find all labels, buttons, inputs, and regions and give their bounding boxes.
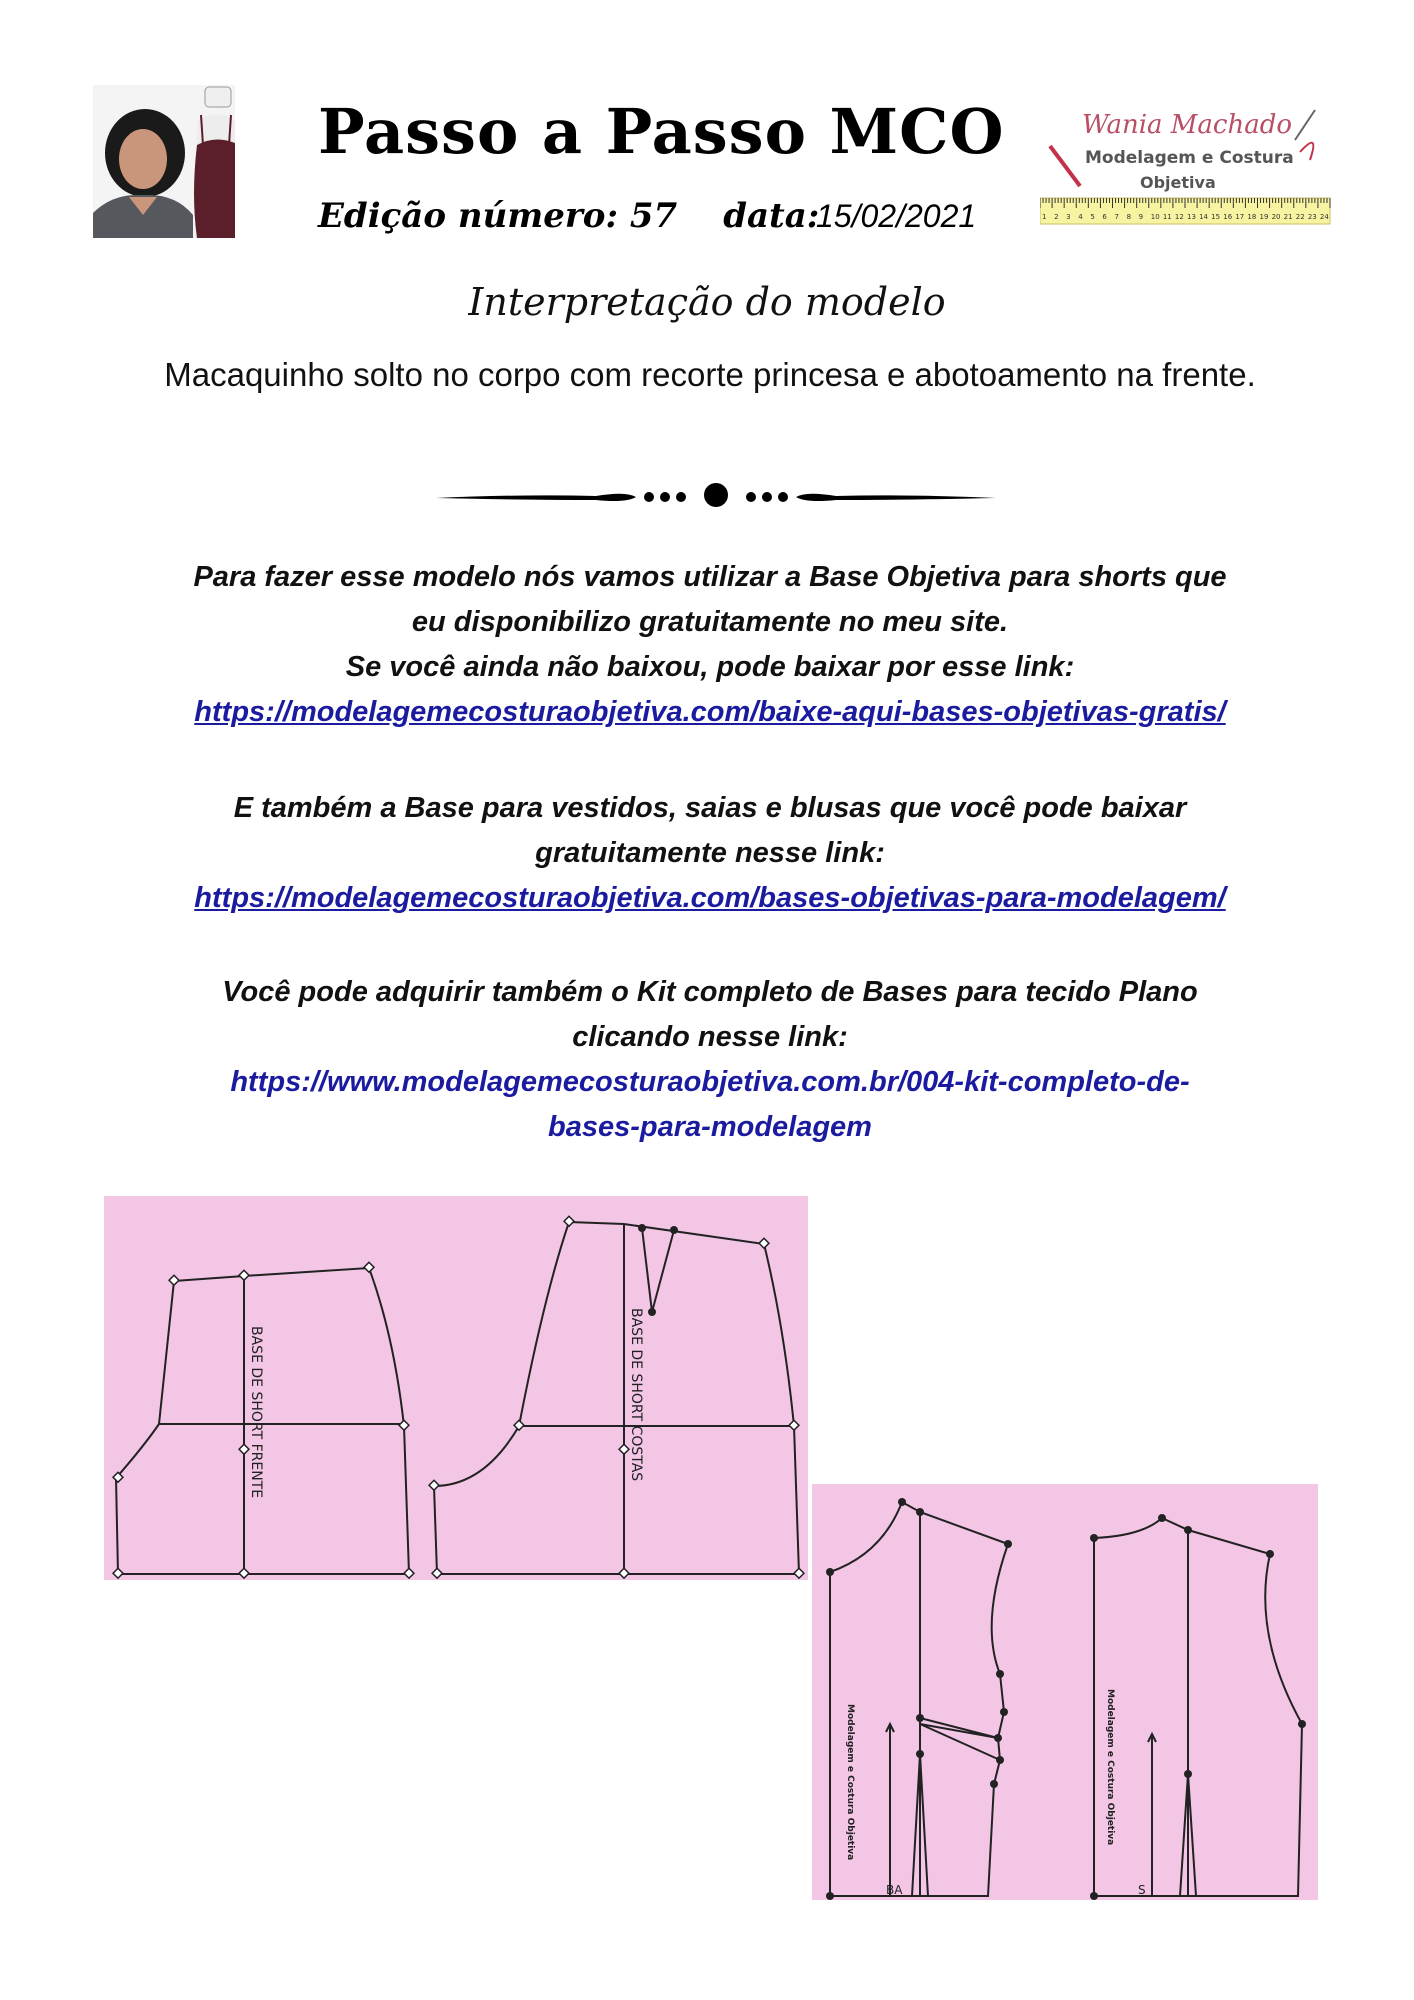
back-piece-label: BASE DE SHORT COSTAS [628, 1308, 644, 1482]
ruler-number: 18 [1247, 213, 1257, 221]
ruler-number: 5 [1090, 213, 1095, 221]
ruler-number: 2 [1054, 213, 1059, 221]
logo-line2: Objetiva [1140, 173, 1216, 192]
kit-info [90, 970, 1330, 1150]
dress-base-info [90, 786, 1330, 921]
ruler-number: 10 [1150, 213, 1160, 221]
bodice-pattern-image [812, 1484, 1318, 1900]
logo-name: Wania Machado [1082, 110, 1293, 140]
header-photo [93, 85, 235, 238]
block1-line2: eu disponibilizo gratuitamente no meu site. [411, 606, 1009, 638]
bodice-right-bottom: S [1138, 1883, 1146, 1897]
ruler-number: 20 [1271, 213, 1281, 221]
page-title: Passo a Passo MCO [318, 95, 1005, 168]
ruler-number: 23 [1307, 213, 1317, 221]
date-value: 15/02/2021 [816, 198, 977, 234]
ruler-number: 7 [1114, 213, 1119, 221]
ruler-number: 6 [1102, 213, 1107, 221]
ruler-number: 1 [1042, 213, 1047, 221]
author-and-mannequin-image [93, 85, 235, 238]
ruler-number: 4 [1078, 213, 1083, 221]
block1-line3: Se você ainda não baixou, pode baixar por esse link: [345, 651, 1075, 683]
shorts-pattern-image [104, 1196, 808, 1580]
date-label: data: [723, 196, 820, 236]
ruler-number: 12 [1174, 213, 1184, 221]
bodice-left-bottom: BA [886, 1883, 903, 1897]
ruler-number: 13 [1187, 213, 1196, 221]
edition-line [318, 196, 819, 236]
ruler-number: 17 [1235, 213, 1245, 221]
shorts-base-info [90, 555, 1330, 735]
ruler-number: 16 [1223, 213, 1233, 221]
kit-link-line2[interactable]: bases-para-modelagem [548, 1111, 872, 1143]
ruler-number: 14 [1199, 213, 1209, 221]
back-bodice-outline [1094, 1518, 1302, 1896]
kit-link-line1[interactable]: https://www.modelagemecosturaobjetiva.com.br/004-kit-completo-de- [230, 1066, 1190, 1098]
ruler-number: 9 [1138, 213, 1144, 221]
kit-link[interactable] [90, 1060, 1330, 1150]
block3-line1: Você pode adquirir também o Kit completo de Bases para tecido Plano [222, 976, 1198, 1008]
section-subtitle: Interpretação do modelo [468, 280, 946, 324]
block2-line1: E também a Base para vestidos, saias e blusas que você pode baixar [233, 792, 1187, 824]
ruler-number: 8 [1126, 213, 1132, 221]
back-piece-outline [434, 1222, 799, 1574]
block1-line1: Para fazer esse modelo nós vamos utilizar a Base Objetiva para shorts que [193, 561, 1227, 593]
ruler-number: 3 [1066, 213, 1071, 221]
logo-line1: Modelagem e Costura [1085, 148, 1294, 168]
bodice-left-label: Modelagem e Costura Objetiva [845, 1704, 855, 1861]
front-piece-label: BASE DE SHORT FRENTE [248, 1326, 264, 1499]
edition-label: Edição número: 57 [318, 196, 678, 236]
block2-line2: gratuitamente nesse link: [535, 837, 885, 869]
ruler-number: 24 [1319, 213, 1329, 221]
modeling-bases-link[interactable]: https://modelagemecosturaobjetiva.com/bases-objetivas-para-modelagem/ [194, 882, 1226, 914]
ornamental-divider [436, 476, 996, 516]
ruler-number: 11 [1162, 213, 1172, 221]
block3-line2: clicando nesse link: [572, 1021, 848, 1053]
model-description: Macaquinho solto no corpo com recorte princesa e abotoamento na frente. [164, 356, 1256, 393]
bodice-right-label: Modelagem e Costura Objetiva [1105, 1689, 1115, 1846]
ruler-number: 22 [1295, 213, 1305, 221]
free-bases-link[interactable]: https://modelagemecosturaobjetiva.com/baixe-aqui-bases-objetivas-gratis/ [194, 696, 1226, 728]
ruler-number: 21 [1283, 213, 1293, 221]
ruler-number: 15 [1211, 213, 1221, 221]
ruler-number: 19 [1259, 213, 1269, 221]
